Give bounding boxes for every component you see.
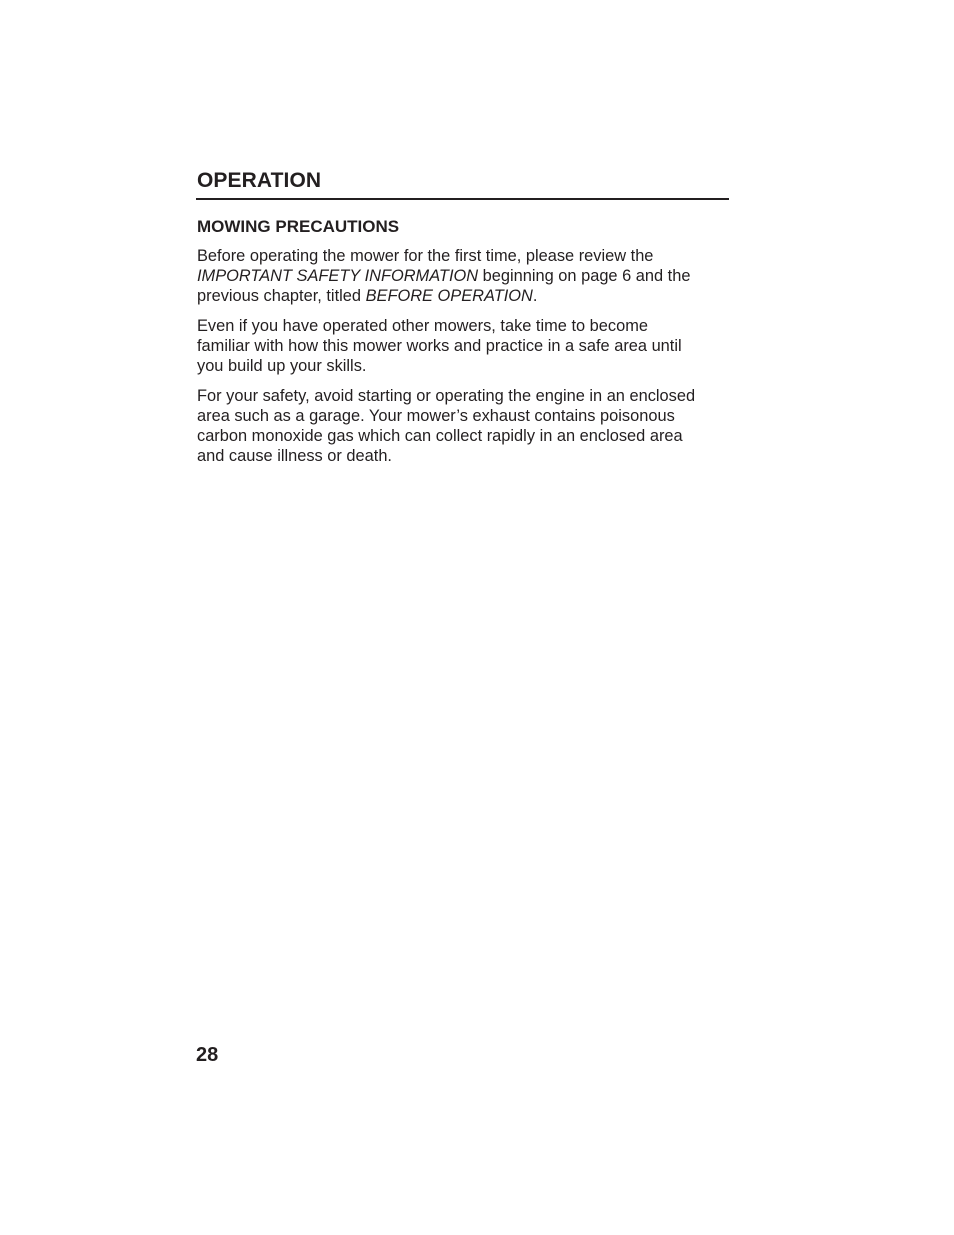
paragraph-line: area such as a garage. Your mower’s exhaust contains poisonous (197, 407, 675, 425)
paragraph-line: you build up your skills. (197, 357, 367, 375)
paragraph-text: Before operating the mower for the first time, please review the (197, 247, 654, 265)
section-title: OPERATION (197, 169, 322, 192)
paragraph-text: beginning on page 6 and the previous chapter, titled (197, 267, 691, 305)
before-operation-reference: BEFORE OPERATION (365, 287, 533, 305)
safety-info-reference: IMPORTANT SAFETY INFORMATION (197, 267, 479, 285)
section-divider (196, 198, 729, 200)
paragraph-line: For your safety, avoid starting or operating the engine in an enclosed (197, 387, 696, 405)
subsection-title: MOWING PRECAUTIONS (197, 217, 400, 236)
paragraph-line: familiar with how this mower works and practice in a safe area until (197, 337, 682, 355)
paragraph-line: and cause illness or death. (197, 447, 392, 465)
paragraph-line: carbon monoxide gas which can collect rapidly in an enclosed area (197, 427, 683, 445)
paragraph-line: Even if you have operated other mowers, take time to become (197, 317, 648, 335)
paragraph-familiarize (197, 316, 737, 376)
paragraph-carbon-monoxide-warning (197, 386, 737, 466)
page-number: 28 (196, 1044, 219, 1066)
paragraph-text: . (532, 287, 538, 305)
paragraph-review-safety (197, 246, 737, 306)
